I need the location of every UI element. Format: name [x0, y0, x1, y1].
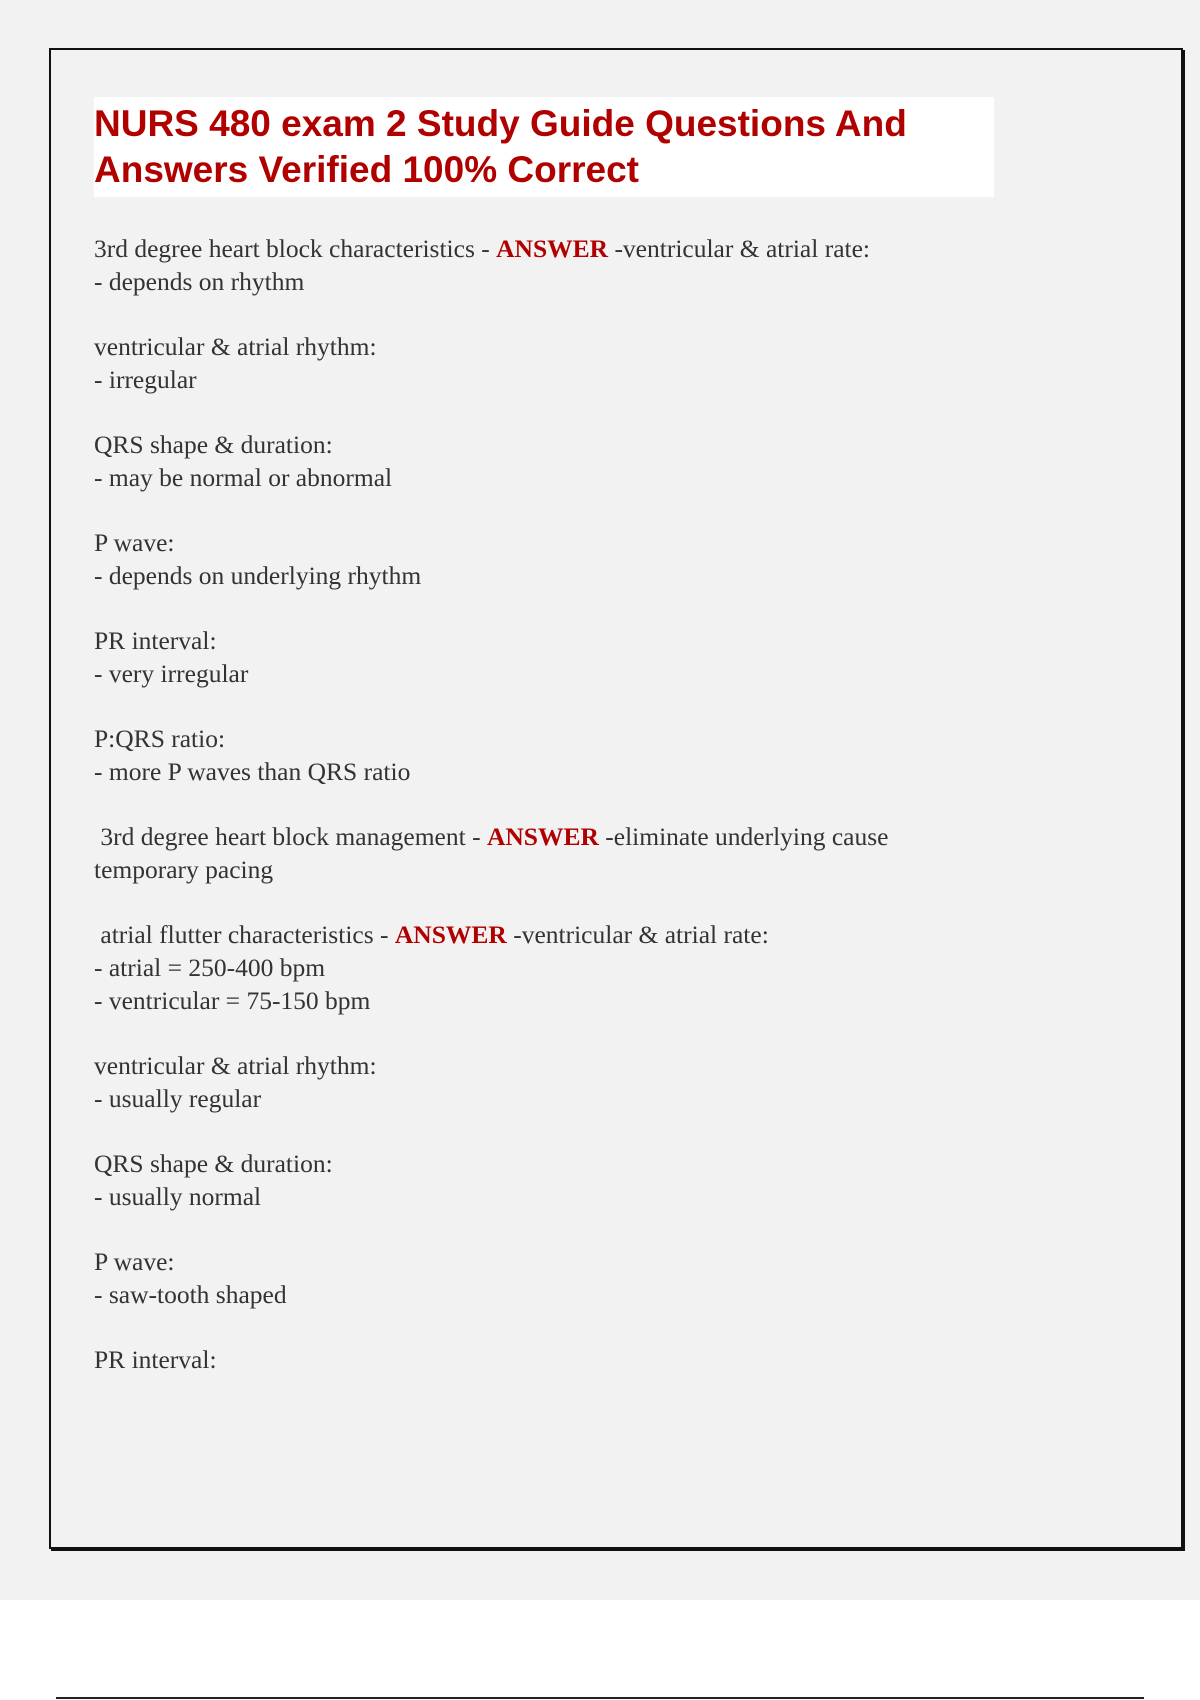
answer-line: PR interval: [94, 626, 217, 655]
qa-entry [94, 526, 1054, 592]
question-line [94, 232, 1054, 265]
question-text: atrial flutter characteristics - [94, 920, 395, 949]
qa-entry [94, 1049, 1054, 1115]
question-line [94, 918, 1054, 951]
question-line [94, 820, 1054, 853]
answer-line: - ventricular = 75-150 bpm [94, 986, 371, 1015]
answer-line: ventricular & atrial rhythm: [94, 1051, 377, 1080]
qa-entry [94, 1147, 1054, 1213]
answer-marker: ANSWER [496, 234, 609, 263]
qa-entry [94, 428, 1054, 494]
answer-line: ventricular & atrial rhythm: [94, 332, 377, 361]
answer-line: QRS shape & duration: [94, 430, 333, 459]
answer-text: -ventricular & atrial rate: [608, 234, 871, 263]
answer-line: - usually normal [94, 1182, 262, 1211]
answer-line: - depends on underlying rhythm [94, 561, 422, 590]
qa-entry [94, 1343, 1054, 1376]
qa-entry [94, 330, 1054, 396]
title-block [94, 97, 994, 197]
question-text: 3rd degree heart block characteristics - [94, 234, 497, 263]
qa-entry [94, 722, 1054, 788]
answer-marker: ANSWER [394, 920, 507, 949]
qa-entry [94, 820, 1054, 886]
answer-line: P:QRS ratio: [94, 724, 226, 753]
document-body [94, 232, 1054, 1408]
answer-text: -eliminate underlying cause [598, 822, 889, 851]
qa-entry [94, 1245, 1054, 1311]
answer-line: - usually regular [94, 1084, 262, 1113]
qa-entry [94, 624, 1054, 690]
answer-text: -ventricular & atrial rate: [506, 920, 769, 949]
qa-entry [94, 918, 1054, 1017]
answer-line: - irregular [94, 365, 197, 394]
answer-line: - more P waves than QRS ratio [94, 757, 411, 786]
answer-marker: ANSWER [486, 822, 599, 851]
answer-line: P wave: [94, 1247, 175, 1276]
answer-line: PR interval: [94, 1345, 217, 1374]
answer-line: - saw-tooth shaped [94, 1280, 287, 1309]
answer-line: QRS shape & duration: [94, 1149, 333, 1178]
qa-entry [94, 232, 1054, 298]
answer-line: - depends on rhythm [94, 267, 305, 296]
answer-line: - atrial = 250-400 bpm [94, 953, 326, 982]
answer-line: P wave: [94, 528, 175, 557]
document-title: NURS 480 exam 2 Study Guide Questions And Answers Verified 100% Correct [94, 103, 907, 190]
question-text: 3rd degree heart block management - [94, 822, 487, 851]
answer-line: temporary pacing [94, 855, 274, 884]
answer-line: - may be normal or abnormal [94, 463, 393, 492]
answer-line: - very irregular [94, 659, 249, 688]
footer-divider [56, 1697, 1144, 1699]
